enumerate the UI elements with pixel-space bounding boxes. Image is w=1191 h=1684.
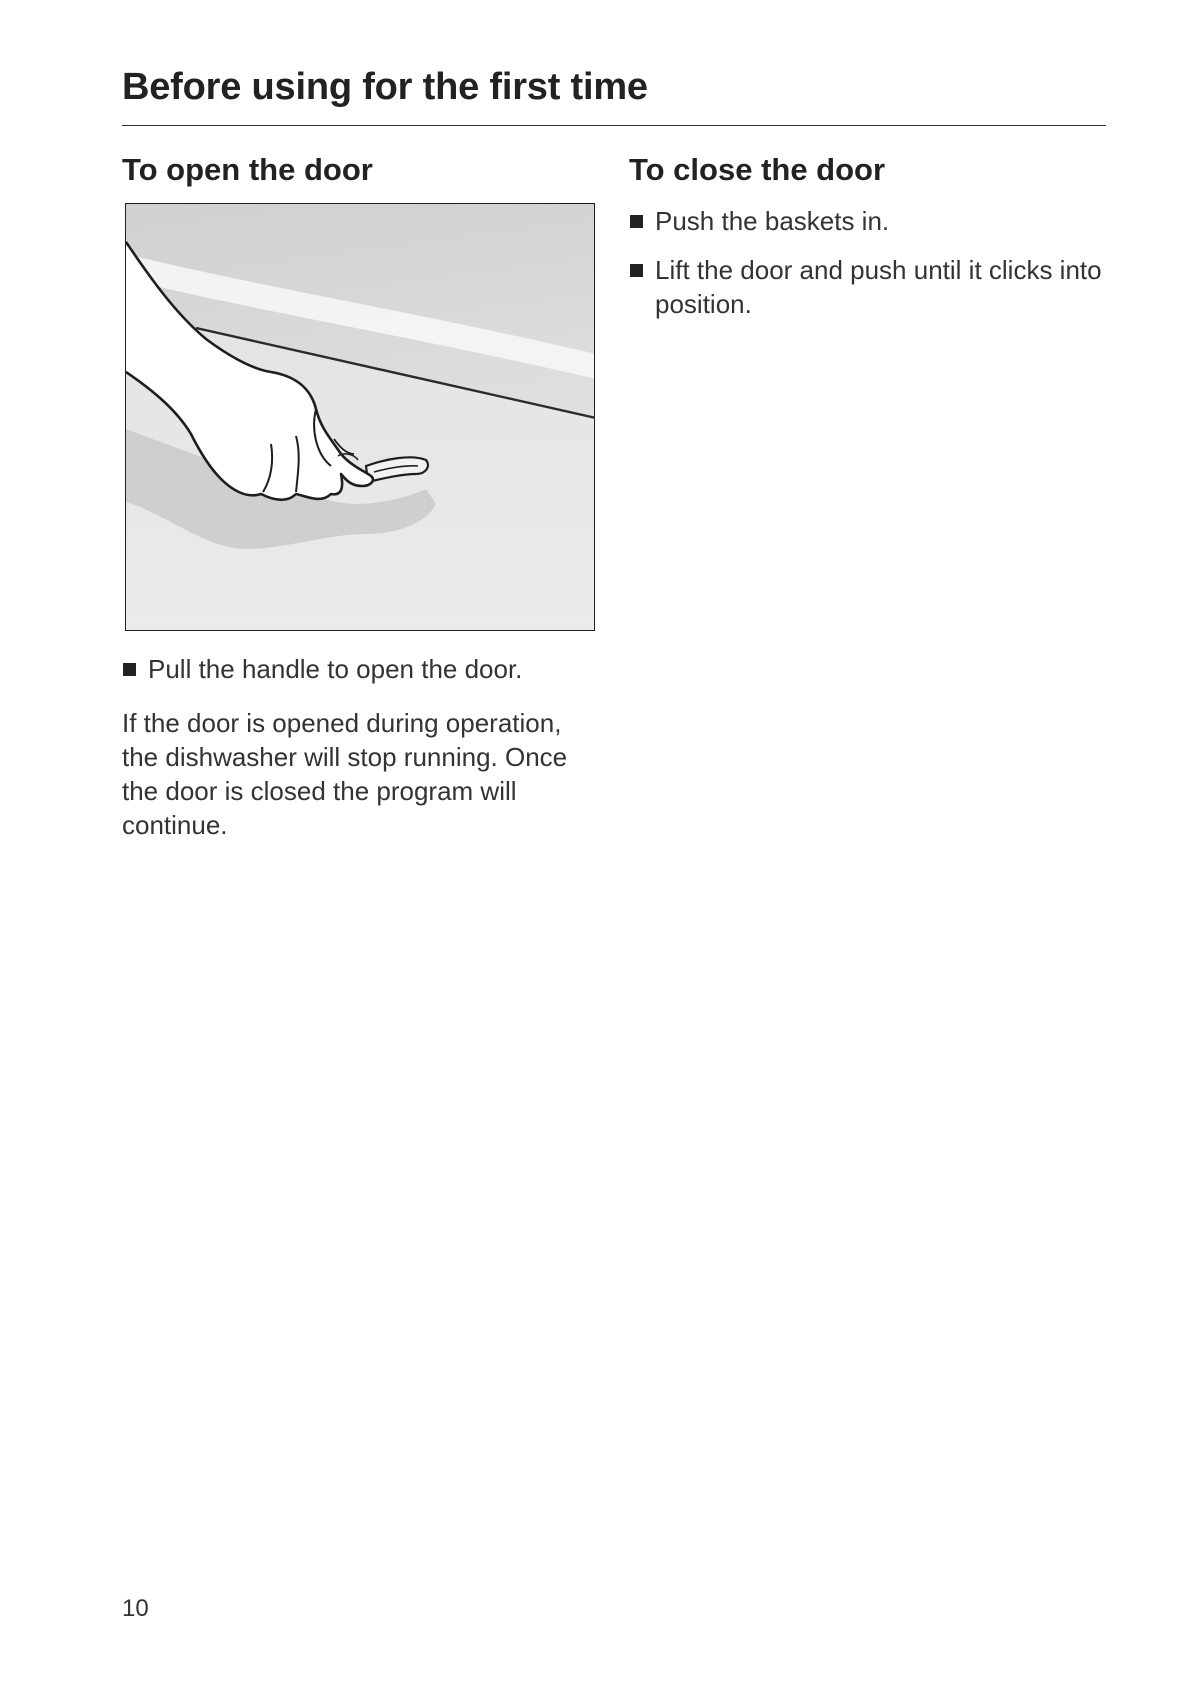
close-door-steps: [629, 204, 1109, 321]
page-title: Before using for the first time: [122, 66, 648, 108]
step-text: Push the baskets in.: [655, 206, 890, 237]
bullet-square-icon: [630, 215, 643, 228]
bullet-square-icon: [630, 264, 643, 277]
open-door-figure: [125, 203, 595, 631]
open-door-section: [122, 150, 602, 840]
page-number: 10: [122, 1595, 149, 1622]
operation-note: If the door is opened during operation, the dishwasher will stop running. Once the door is closed the program will continue.: [122, 708, 568, 840]
open-door-steps: [122, 652, 602, 701]
title-divider: [122, 125, 1106, 126]
list-item: [629, 204, 1109, 238]
open-door-heading: To open the door: [122, 152, 373, 187]
close-door-heading: To close the door: [629, 152, 886, 187]
list-item: [629, 253, 1109, 321]
list-item: [122, 652, 602, 686]
hand-opening-door-handle-illustration: [126, 204, 595, 631]
close-door-section: [629, 150, 1109, 336]
step-text: Pull the handle to open the door.: [148, 654, 523, 684]
step-text: Lift the door and push until it clicks into position.: [655, 255, 1102, 320]
bullet-square-icon: [123, 663, 136, 676]
